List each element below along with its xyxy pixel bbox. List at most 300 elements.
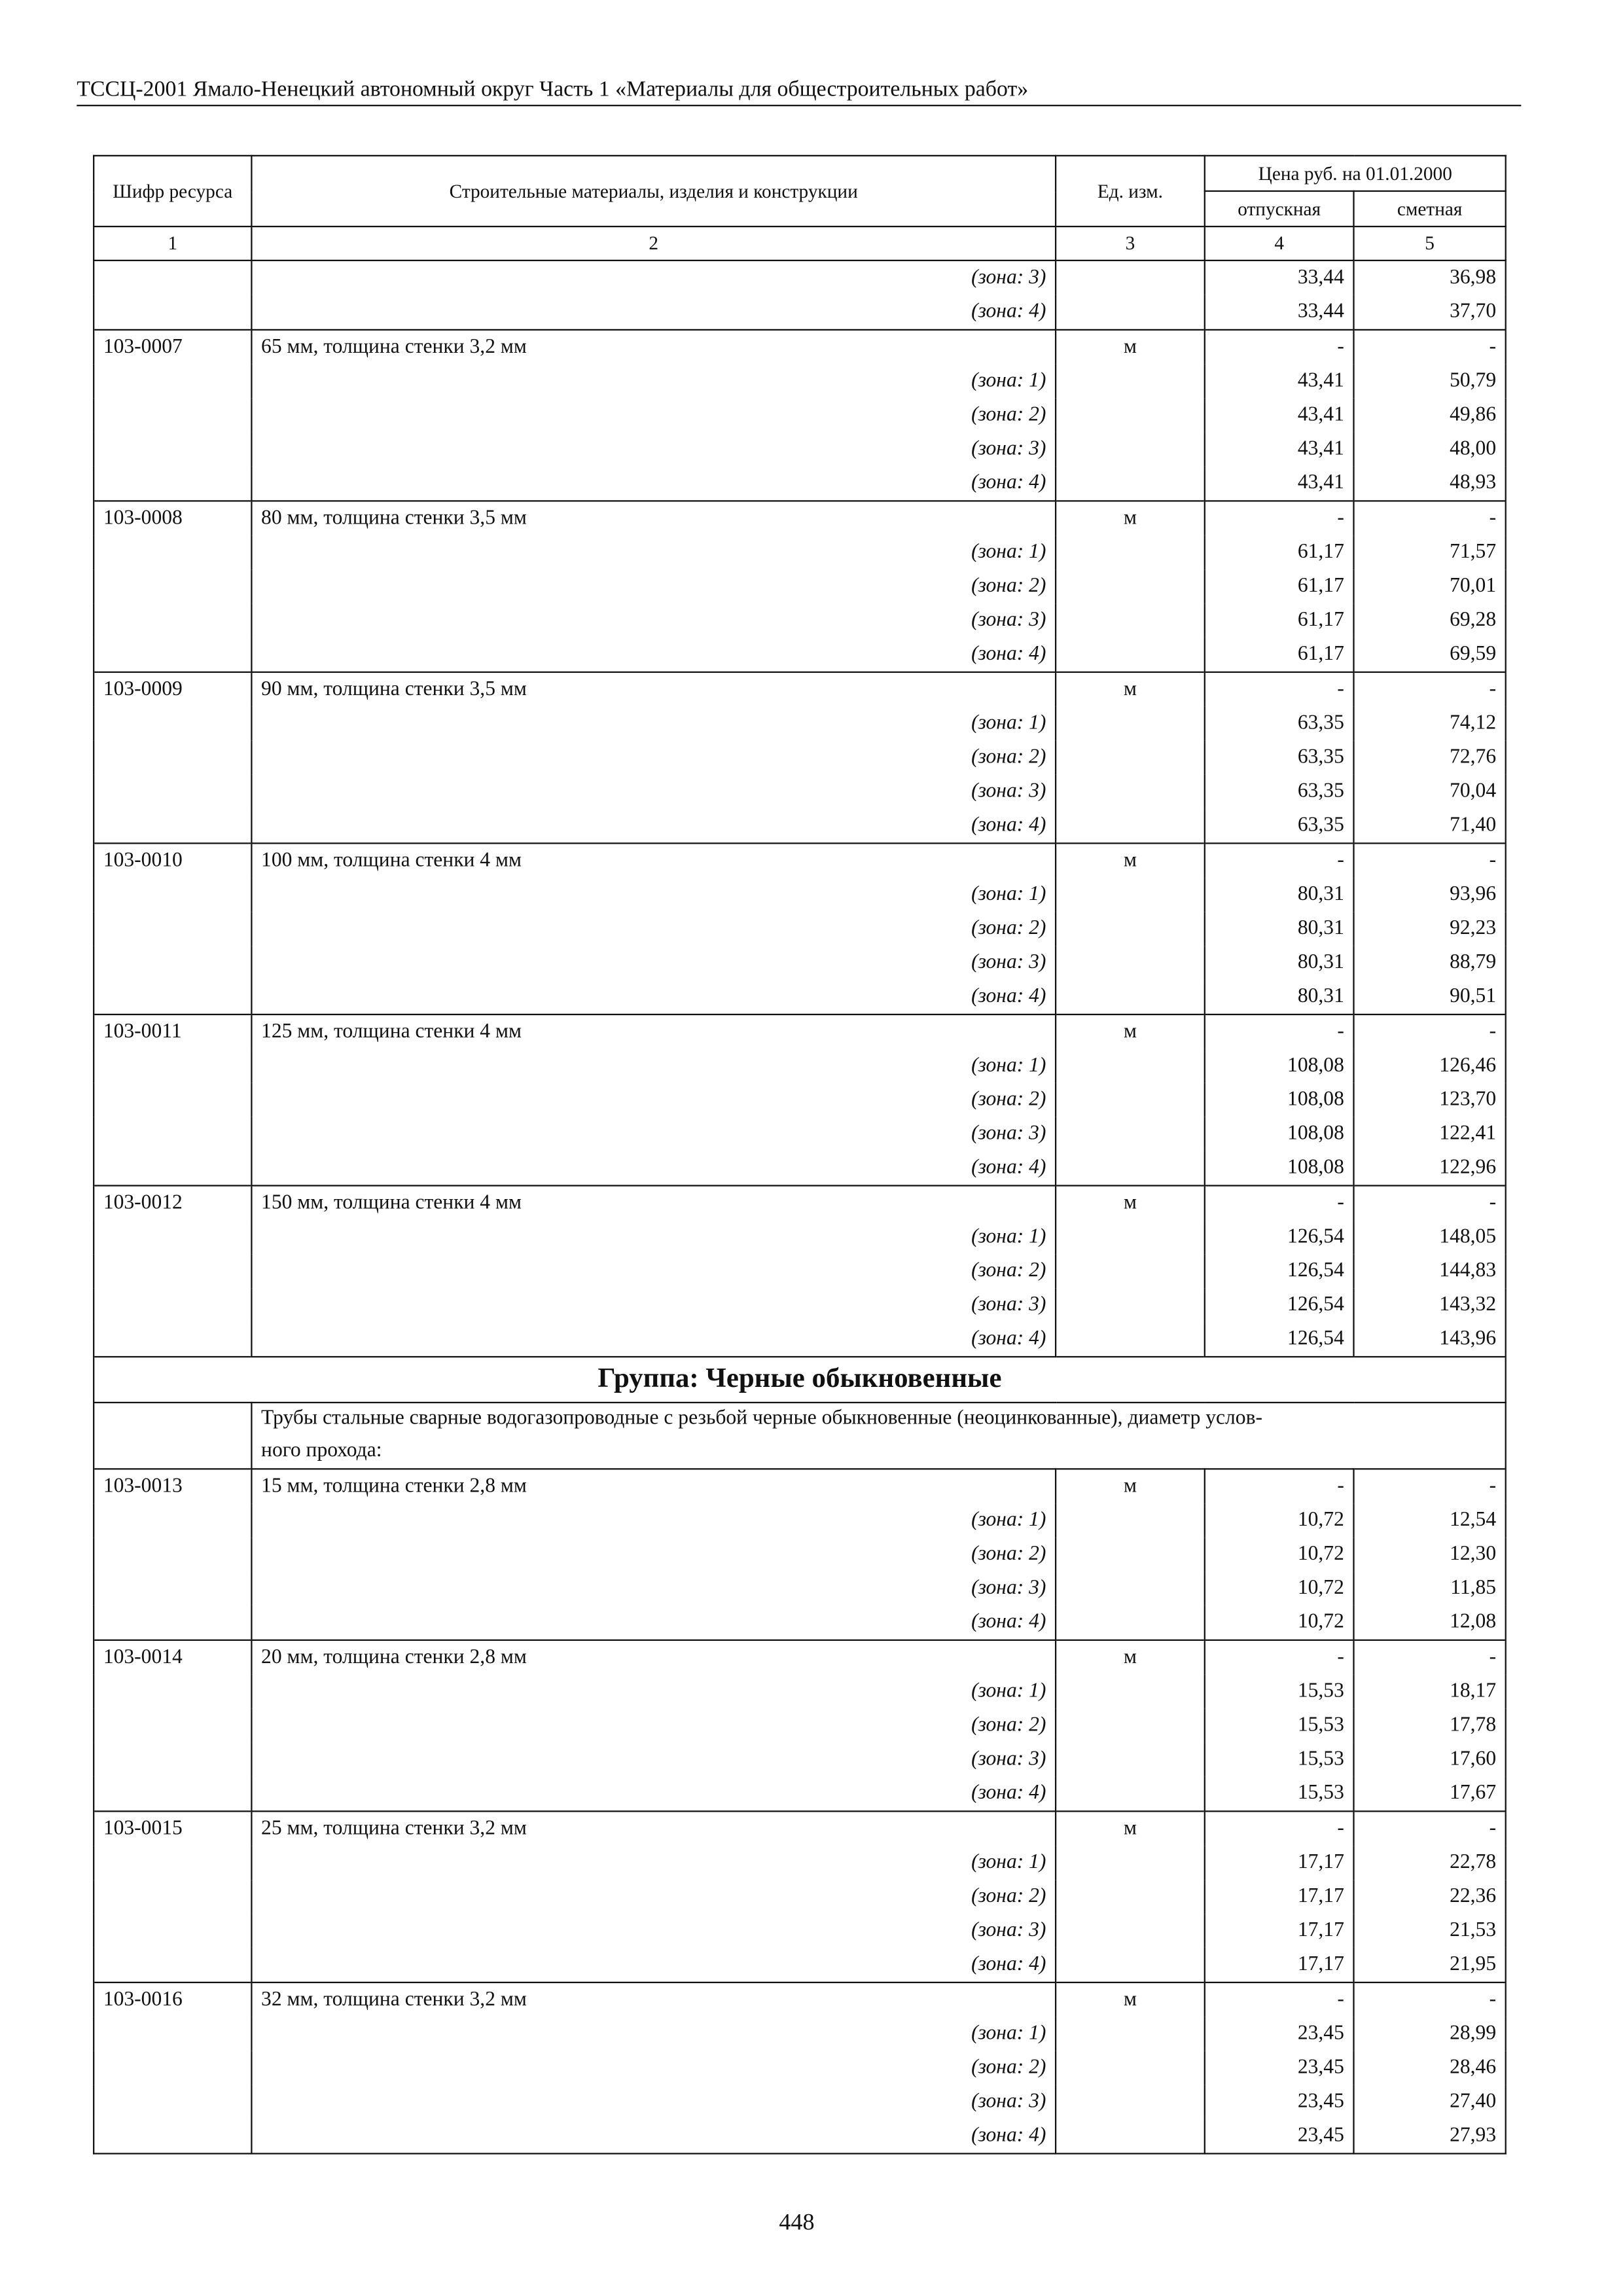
table-row [94,1403,1506,1469]
header-release-price: отпускная [1205,191,1354,226]
zone-label: (зона: 3) [251,946,1056,980]
resource-code-cell [94,1537,251,1571]
zone-label: (зона: 4) [251,1605,1056,1640]
unit-of-measure: м [1056,1469,1205,1503]
release-price: 33,44 [1205,295,1354,330]
zone-label: (зона: 2) [251,1537,1056,1571]
group-description-line: Трубы стальные сварные водогазопроводные с резьбой черные обыкновенные (неоцинкованные), диаметр услов- [261,1407,1263,1430]
resource-code-cell [94,1914,251,1948]
release-price: - [1205,672,1354,707]
release-price: 15,53 [1205,1675,1354,1709]
resource-code-cell [94,2085,251,2119]
estimate-price: 12,30 [1354,1537,1506,1571]
estimate-price: 22,78 [1354,1846,1506,1880]
resource-code-cell [94,1117,251,1151]
resource-code-cell [94,1776,251,1811]
unit-cell [1056,1846,1205,1880]
estimate-price: 48,93 [1354,466,1506,501]
unit-of-measure: м [1056,330,1205,365]
unit-of-measure: м [1056,1811,1205,1846]
estimate-price: 27,40 [1354,2085,1506,2119]
table-row [94,1117,1506,1151]
table-row [94,1880,1506,1914]
unit-of-measure: м [1056,1982,1205,2017]
zone-label: (зона: 4) [251,637,1056,672]
estimate-price: 49,86 [1354,399,1506,433]
unit-cell [1056,1571,1205,1605]
release-price: 17,17 [1205,1914,1354,1948]
estimate-price: 143,32 [1354,1288,1506,1322]
unit-cell [1056,912,1205,946]
unit-of-measure: м [1056,1640,1205,1675]
release-price: - [1205,1469,1354,1503]
table-row [94,1948,1506,1982]
table-row [94,980,1506,1014]
table-row [94,535,1506,569]
release-price: 126,54 [1205,1220,1354,1254]
resource-code-cell [94,466,251,501]
estimate-price: 18,17 [1354,1675,1506,1709]
unit-cell [1056,2017,1205,2051]
release-price: 63,35 [1205,808,1354,843]
unit-cell [1056,1049,1205,1083]
table-row [94,672,1506,707]
unit-cell [1056,741,1205,775]
unit-cell [1056,2051,1205,2085]
table-row [94,1776,1506,1811]
release-price: 126,54 [1205,1254,1354,1288]
unit-cell [1056,1537,1205,1571]
table-row [94,1605,1506,1640]
release-price: 23,45 [1205,2017,1354,2051]
material-name: 80 мм, толщина стенки 3,5 мм [251,501,1056,535]
estimate-price: 36,98 [1354,260,1506,295]
zone-label: (зона: 3) [251,1117,1056,1151]
zone-label: (зона: 1) [251,2017,1056,2051]
resource-code-cell [94,808,251,843]
zone-label: (зона: 2) [251,1083,1056,1117]
table-row [94,603,1506,637]
zone-label: (зона: 1) [251,1675,1056,1709]
table-row [94,2017,1506,2051]
estimate-price: 50,79 [1354,365,1506,399]
resource-code-cell [94,603,251,637]
table-row [94,1288,1506,1322]
release-price: 23,45 [1205,2119,1354,2153]
zone-label: (зона: 2) [251,912,1056,946]
resource-code-cell [94,260,251,295]
estimate-price: - [1354,1640,1506,1675]
table-row [94,1049,1506,1083]
estimate-price: 27,93 [1354,2119,1506,2153]
resource-code: 103-0009 [94,672,251,707]
zone-label: (зона: 3) [251,2085,1056,2119]
resource-code: 103-0007 [94,330,251,365]
release-price: 15,53 [1205,1776,1354,1811]
table-row [94,843,1506,878]
unit-cell [1056,707,1205,741]
table-row [94,637,1506,672]
release-price: 15,53 [1205,1709,1354,1743]
resource-code-cell [94,399,251,433]
estimate-price: - [1354,330,1506,365]
resource-code-cell [94,878,251,912]
zone-label: (зона: 1) [251,878,1056,912]
table-row [94,912,1506,946]
column-number: 1 [94,226,251,260]
zone-label: (зона: 4) [251,1322,1056,1357]
resource-code-cell [94,912,251,946]
estimate-price: 11,85 [1354,1571,1506,1605]
estimate-price: 22,36 [1354,1880,1506,1914]
estimate-price: - [1354,1014,1506,1049]
estimate-price: 70,01 [1354,569,1506,603]
unit-cell [1056,295,1205,330]
unit-cell [1056,1254,1205,1288]
unit-cell [1056,1675,1205,1709]
resource-code-cell [94,1846,251,1880]
header-estimate-price: сметная [1354,191,1506,226]
zone-label: (зона: 2) [251,1254,1056,1288]
zone-label: (зона: 4) [251,1151,1056,1186]
estimate-price: - [1354,1811,1506,1846]
table-row [94,569,1506,603]
estimate-price: - [1354,672,1506,707]
unit-cell [1056,466,1205,501]
estimate-price: 126,46 [1354,1049,1506,1083]
estimate-price: 88,79 [1354,946,1506,980]
resource-code: 103-0016 [94,1982,251,2017]
zone-label: (зона: 4) [251,808,1056,843]
unit-of-measure: м [1056,501,1205,535]
table-row [94,1254,1506,1288]
estimate-price: 122,41 [1354,1117,1506,1151]
release-price: 108,08 [1205,1117,1354,1151]
estimate-price: 123,70 [1354,1083,1506,1117]
estimate-price: 71,57 [1354,535,1506,569]
resource-code-cell [94,707,251,741]
material-name: 100 мм, толщина стенки 4 мм [251,843,1056,878]
release-price: - [1205,501,1354,535]
unit-cell [1056,1083,1205,1117]
zone-label: (зона: 2) [251,399,1056,433]
zone-label: (зона: 3) [251,1914,1056,1948]
unit-cell [1056,535,1205,569]
release-price: 43,41 [1205,365,1354,399]
material-name: 90 мм, толщина стенки 3,5 мм [251,672,1056,707]
table-body [94,260,1506,2154]
estimate-price: 37,70 [1354,295,1506,330]
zone-label: (зона: 1) [251,535,1056,569]
release-price: 33,44 [1205,260,1354,295]
zone-label: (зона: 3) [251,1288,1056,1322]
release-price: 80,31 [1205,946,1354,980]
unit-cell [1056,1914,1205,1948]
table-row [94,1571,1506,1605]
release-price: 80,31 [1205,878,1354,912]
table-row [94,2051,1506,2085]
table-row [94,260,1506,295]
estimate-price: 21,53 [1354,1914,1506,1948]
resource-code-cell [94,741,251,775]
material-name: 15 мм, толщина стенки 2,8 мм [251,1469,1056,1503]
estimate-price: 17,60 [1354,1743,1506,1777]
resource-code-cell [94,2051,251,2085]
release-price: 126,54 [1205,1322,1354,1357]
release-price: - [1205,1982,1354,2017]
estimate-price: 74,12 [1354,707,1506,741]
estimate-price: 70,04 [1354,775,1506,809]
release-price: 61,17 [1205,603,1354,637]
material-name: 65 мм, толщина стенки 3,2 мм [251,330,1056,365]
table-row [94,330,1506,365]
release-price: 61,17 [1205,637,1354,672]
table-row [94,808,1506,843]
resource-code-cell [94,1151,251,1186]
release-price: 10,72 [1205,1503,1354,1537]
table-row [94,1357,1506,1403]
estimate-price: 71,40 [1354,808,1506,843]
estimate-price: 12,08 [1354,1605,1506,1640]
resource-code: 103-0013 [94,1469,251,1503]
unit-of-measure: м [1056,843,1205,878]
release-price: 23,45 [1205,2085,1354,2119]
table-row [94,1537,1506,1571]
zone-label: (зона: 3) [251,1743,1056,1777]
release-price: 108,08 [1205,1049,1354,1083]
column-number: 4 [1205,226,1354,260]
release-price: 63,35 [1205,775,1354,809]
unit-cell [1056,808,1205,843]
table-row [94,707,1506,741]
estimate-price: - [1354,1982,1506,2017]
zone-label: (зона: 1) [251,1503,1056,1537]
zone-label: (зона: 3) [251,1571,1056,1605]
estimate-price: 90,51 [1354,980,1506,1014]
unit-cell [1056,1776,1205,1811]
unit-cell [1056,260,1205,295]
zone-label: (зона: 1) [251,365,1056,399]
unit-cell [1056,1220,1205,1254]
table-row [94,1322,1506,1357]
group-description-line: ного прохода: [261,1440,382,1463]
unit-cell [1056,1151,1205,1186]
unit-cell [1056,569,1205,603]
estimate-price: 48,00 [1354,433,1506,467]
release-price: 10,72 [1205,1605,1354,1640]
estimate-price: 122,96 [1354,1151,1506,1186]
release-price: - [1205,1640,1354,1675]
release-price: 108,08 [1205,1083,1354,1117]
estimate-price: 12,54 [1354,1503,1506,1537]
group-description [251,1403,1505,1469]
header-price: Цена руб. на 01.01.2000 [1205,156,1506,191]
material-name: 150 мм, толщина стенки 4 мм [251,1185,1056,1220]
page-number: 448 [779,2210,815,2236]
resource-code-cell [94,1709,251,1743]
table-row [94,1185,1506,1220]
column-number: 3 [1056,226,1205,260]
resource-code-cell [94,2017,251,2051]
table-row [94,1014,1506,1049]
release-price: 10,72 [1205,1571,1354,1605]
release-price: 108,08 [1205,1151,1354,1186]
resource-code-cell [94,775,251,809]
estimate-price: 144,83 [1354,1254,1506,1288]
estimate-price: 93,96 [1354,878,1506,912]
estimate-price: 21,95 [1354,1948,1506,1982]
table-row [94,1640,1506,1675]
resource-code-cell [94,1675,251,1709]
unit-cell [1056,603,1205,637]
zone-label: (зона: 3) [251,260,1056,295]
resource-code-cell [94,295,251,330]
release-price: 63,35 [1205,741,1354,775]
release-price: 61,17 [1205,535,1354,569]
column-numbers-row [94,226,1506,260]
release-price: 63,35 [1205,707,1354,741]
table-row [94,365,1506,399]
resource-code-cell [94,1743,251,1777]
estimate-price: - [1354,501,1506,535]
release-price: 23,45 [1205,2051,1354,2085]
zone-label: (зона: 1) [251,707,1056,741]
table-row [94,1709,1506,1743]
resource-code: 103-0012 [94,1185,251,1220]
unit-cell [1056,1503,1205,1537]
zone-label: (зона: 1) [251,1220,1056,1254]
resource-code: 103-0014 [94,1640,251,1675]
estimate-price: 148,05 [1354,1220,1506,1254]
table-row [94,1743,1506,1777]
resource-code-cell [94,980,251,1014]
release-price: - [1205,1811,1354,1846]
resource-code-cell [94,1403,251,1469]
resource-code-cell [94,1083,251,1117]
resource-code-cell [94,1254,251,1288]
release-price: 80,31 [1205,912,1354,946]
estimate-price: - [1354,1185,1506,1220]
zone-label: (зона: 2) [251,2051,1056,2085]
table-row [94,1982,1506,2017]
resource-code-cell [94,1503,251,1537]
running-header: ТССЦ-2001 Ямало-Ненецкий автономный округ Часть 1 «Материалы для общестроительных работ» [77,78,1029,102]
resource-code-cell [94,2119,251,2153]
table-row [94,878,1506,912]
unit-cell [1056,775,1205,809]
resource-code: 103-0008 [94,501,251,535]
resource-code-cell [94,946,251,980]
table-row [94,1503,1506,1537]
resource-code-cell [94,1220,251,1254]
table-row [94,1846,1506,1880]
resource-code: 103-0010 [94,843,251,878]
unit-of-measure: м [1056,672,1205,707]
resource-code-cell [94,1288,251,1322]
estimate-price: 69,59 [1354,637,1506,672]
zone-label: (зона: 2) [251,1709,1056,1743]
release-price: 15,53 [1205,1743,1354,1777]
zone-label: (зона: 2) [251,1880,1056,1914]
unit-cell [1056,2119,1205,2153]
unit-cell [1056,1605,1205,1640]
estimate-price: 72,76 [1354,741,1506,775]
table-row [94,466,1506,501]
header-code: Шифр ресурса [94,156,251,226]
table-row [94,1811,1506,1846]
zone-label: (зона: 4) [251,466,1056,501]
price-table [93,155,1507,2155]
column-number: 2 [251,226,1056,260]
table-row [94,946,1506,980]
table-row [94,295,1506,330]
unit-cell [1056,1880,1205,1914]
unit-cell [1056,2085,1205,2119]
table-row [94,1914,1506,1948]
table-row [94,741,1506,775]
estimate-price: 17,67 [1354,1776,1506,1811]
zone-label: (зона: 4) [251,980,1056,1014]
table-row [94,1151,1506,1186]
zone-label: (зона: 3) [251,603,1056,637]
release-price: - [1205,1185,1354,1220]
table-row [94,399,1506,433]
resource-code-cell [94,637,251,672]
resource-code-cell [94,535,251,569]
estimate-price: 92,23 [1354,912,1506,946]
zone-label: (зона: 2) [251,741,1056,775]
estimate-price: 17,78 [1354,1709,1506,1743]
resource-code-cell [94,1322,251,1357]
unit-cell [1056,365,1205,399]
table-row [94,1220,1506,1254]
unit-cell [1056,1743,1205,1777]
resource-code-cell [94,1880,251,1914]
header-name: Строительные материалы, изделия и конструкции [251,156,1056,226]
table-row [94,1083,1506,1117]
resource-code-cell [94,433,251,467]
table-row [94,501,1506,535]
resource-code-cell [94,1571,251,1605]
resource-code-cell [94,1605,251,1640]
estimate-price: 69,28 [1354,603,1506,637]
header-rule [77,105,1521,106]
unit-of-measure: м [1056,1185,1205,1220]
header-unit: Ед. изм. [1056,156,1205,226]
group-title: Группа: Черные обыкновенные [94,1357,1506,1403]
table-row [94,775,1506,809]
release-price: 17,17 [1205,1846,1354,1880]
release-price: 43,41 [1205,399,1354,433]
estimate-price: - [1354,843,1506,878]
material-name: 125 мм, толщина стенки 4 мм [251,1014,1056,1049]
estimate-price: 143,96 [1354,1322,1506,1357]
unit-cell [1056,637,1205,672]
release-price: - [1205,330,1354,365]
estimate-price: - [1354,1469,1506,1503]
material-name: 20 мм, толщина стенки 2,8 мм [251,1640,1056,1675]
table-row [94,1469,1506,1503]
zone-label: (зона: 4) [251,1776,1056,1811]
zone-label: (зона: 4) [251,295,1056,330]
unit-cell [1056,1322,1205,1357]
release-price: 43,41 [1205,433,1354,467]
release-price: 17,17 [1205,1948,1354,1982]
zone-label: (зона: 3) [251,775,1056,809]
resource-code-cell [94,1948,251,1982]
zone-label: (зона: 2) [251,569,1056,603]
unit-of-measure: м [1056,1014,1205,1049]
